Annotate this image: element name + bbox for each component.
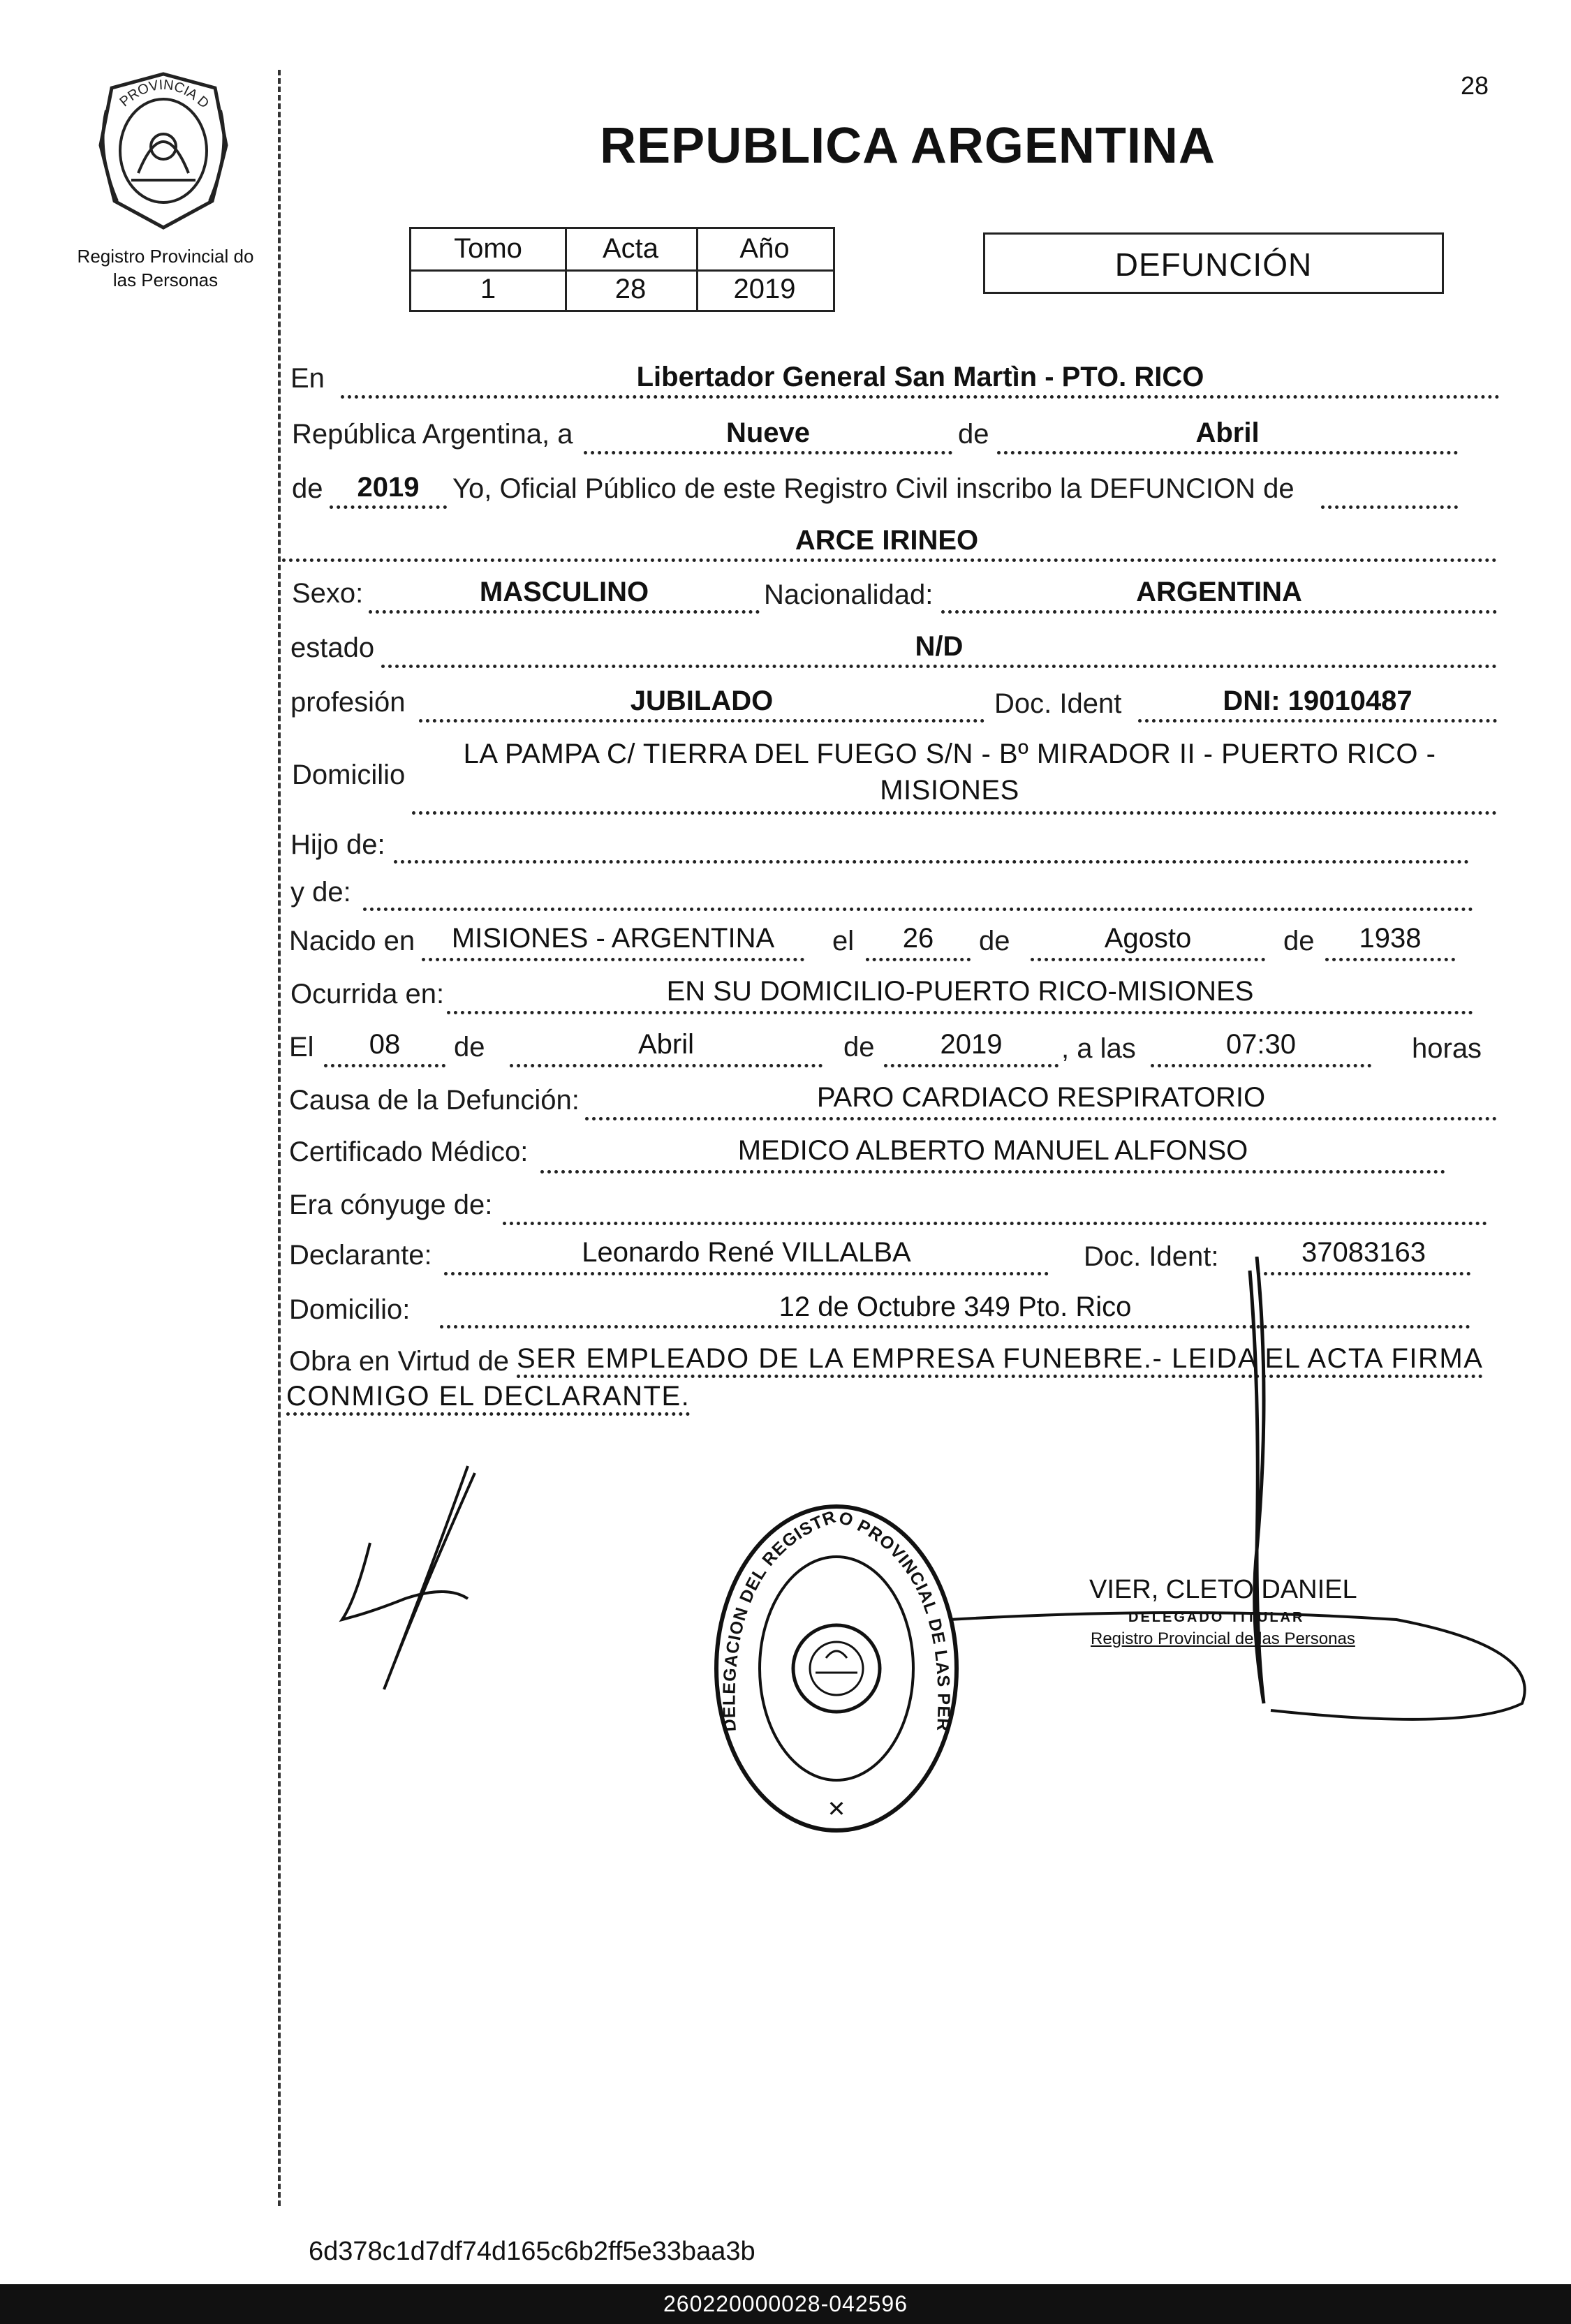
declarant-signature	[328, 1459, 489, 1710]
label-doc-ident: Doc. Ident	[994, 688, 1122, 719]
label-el: el	[832, 926, 855, 956]
label-certificado: Certificado Médico:	[289, 1137, 529, 1167]
field-birth-day: 26	[902, 923, 934, 954]
dotted-line	[381, 665, 1497, 668]
dotted-line	[282, 558, 1497, 562]
dotted-line	[1031, 958, 1265, 961]
dotted-line	[585, 1117, 1497, 1120]
field-sex: MASCULINO	[479, 577, 649, 607]
label-de-6: de	[843, 1032, 875, 1063]
page-title: REPUBLICA ARGENTINA	[600, 118, 1216, 174]
label-nacido-en: Nacido en	[289, 926, 415, 956]
dotted-line	[866, 958, 971, 961]
field-obra-line2: CONMIGO EL DECLARANTE.	[286, 1381, 690, 1416]
field-address-line2: MISIONES	[880, 775, 1019, 806]
label-a-las: , a las	[1061, 1033, 1136, 1064]
svg-text:✕: ✕	[827, 1796, 846, 1821]
label-el-cap: El	[289, 1032, 314, 1063]
field-cause: PARO CARDIACO RESPIRATORIO	[816, 1082, 1266, 1113]
field-deceased-name: ARCE IRINEO	[795, 525, 979, 556]
field-death-year: 2019	[940, 1029, 1003, 1060]
footer-bar	[0, 2284, 1571, 2324]
register-header-ano: Año	[739, 233, 790, 264]
dotted-line	[884, 1064, 1059, 1067]
dotted-line	[422, 958, 804, 961]
field-birth-month: Agosto	[1104, 923, 1192, 954]
field-death-day: 08	[369, 1029, 401, 1060]
dotted-line	[540, 1170, 1445, 1174]
dotted-line	[1151, 1064, 1371, 1067]
label-hijo-de: Hijo de:	[290, 829, 385, 860]
register-value-acta: 28	[614, 274, 647, 304]
register-value-ano: 2019	[733, 274, 796, 304]
page-number: 28	[1461, 71, 1489, 100]
label-y-de: y de:	[290, 877, 351, 908]
label-de-4: de	[1283, 926, 1315, 956]
field-profession: JUBILADO	[630, 686, 774, 716]
dotted-line	[412, 811, 1497, 815]
field-dni: DNI: 19010487	[1223, 686, 1413, 716]
dotted-line	[330, 505, 447, 509]
field-declarant-address: 12 de Octubre 349 Pto. Rico	[779, 1291, 1132, 1322]
org-name-line1: Registro Provincial do	[77, 246, 254, 267]
field-nationality: ARGENTINA	[1136, 577, 1302, 607]
label-en: En	[290, 363, 325, 394]
dotted-line	[997, 451, 1458, 454]
field-place: Libertador General San Martìn - PTO. RICO	[636, 362, 1204, 392]
field-month: Abril	[1195, 417, 1260, 448]
label-de-1: de	[958, 419, 989, 450]
label-sexo: Sexo:	[292, 578, 364, 609]
province-emblem	[89, 68, 237, 233]
emblem-lettering: PROVINCIA D	[117, 77, 212, 112]
stamp-lettering: DELEGACION DEL REGISTRO PROVINCIAL DE LAS PER	[719, 1507, 954, 1733]
field-death-time: 07:30	[1225, 1029, 1297, 1060]
register-value-tomo: 1	[480, 274, 496, 304]
label-de-2: de	[292, 473, 323, 504]
label-obra: Obra en Virtud de	[289, 1346, 510, 1377]
dotted-line	[941, 610, 1497, 614]
label-profesion: profesión	[290, 687, 406, 718]
register-header-tomo: Tomo	[454, 233, 522, 264]
dotted-line	[341, 395, 1500, 399]
label-yo: Yo, Oficial Público de este Registro Civil inscribo la DEFUNCION de	[452, 473, 1295, 504]
dotted-line	[324, 1064, 445, 1067]
label-estado: estado	[290, 632, 375, 663]
label-causa: Causa de la Defunción:	[289, 1085, 580, 1116]
signatory-title: DELEGADO TITULAR	[1128, 1610, 1305, 1625]
field-address-line1: LA PAMPA C/ TIERRA DEL FUEGO S/N - Bº MIRADOR II - PUERTO RICO -	[463, 739, 1436, 769]
register-table	[409, 227, 835, 312]
label-conyuge: Era cónyuge de:	[289, 1190, 493, 1220]
field-obra-line1: SER EMPLEADO DE LA EMPRESA FUNEBRE.- LEIDA EL ACTA FIRMA	[517, 1343, 1483, 1378]
dotted-line	[510, 1064, 823, 1067]
label-domicilio-2: Domicilio:	[289, 1294, 411, 1325]
field-birth-place: MISIONES - ARGENTINA	[451, 923, 775, 954]
document-type: DEFUNCIÓN	[1114, 246, 1313, 283]
signatory-org: Registro Provincial de las Personas	[1091, 1629, 1355, 1648]
field-birth-year: 1938	[1359, 923, 1422, 954]
dotted-line	[584, 451, 952, 454]
field-declarant-id: 37083163	[1301, 1237, 1426, 1268]
field-civil-status: N/D	[915, 631, 964, 662]
dotted-line	[447, 1011, 1473, 1014]
label-nacionalidad: Nacionalidad:	[764, 579, 934, 610]
margin-line	[278, 70, 281, 2206]
official-signature	[768, 1257, 1543, 1745]
field-death-place: EN SU DOMICILIO-PUERTO RICO-MISIONES	[666, 976, 1254, 1007]
label-de-3: de	[979, 926, 1010, 956]
org-name-line2: las Personas	[112, 269, 219, 290]
dotted-line	[1321, 505, 1458, 509]
label-horas: horas	[1412, 1033, 1482, 1064]
label-de-5: de	[454, 1032, 485, 1063]
barcode-id: 260220000028-042596	[663, 2291, 908, 2316]
document-type-box	[983, 232, 1444, 294]
label-domicilio: Domicilio	[292, 760, 406, 790]
register-header-acta: Acta	[602, 233, 659, 264]
dotted-line	[419, 719, 984, 723]
label-declarante: Declarante:	[289, 1240, 432, 1271]
dotted-line	[1138, 719, 1497, 723]
dotted-line	[394, 860, 1469, 864]
signatory-name: VIER, CLETO DANIEL	[1089, 1575, 1357, 1604]
field-medical-certificate: MEDICO ALBERTO MANUEL ALFONSO	[737, 1135, 1248, 1166]
label-doc-ident-2: Doc. Ident:	[1084, 1241, 1219, 1272]
label-republica: República Argentina, a	[292, 419, 573, 450]
document-hash: 6d378c1d7df74d165c6b2ff5e33baa3b	[309, 2237, 755, 2266]
dotted-line	[503, 1222, 1487, 1225]
field-death-month: Abril	[637, 1029, 695, 1060]
dotted-line	[363, 908, 1473, 911]
dotted-line	[369, 610, 760, 614]
field-declarant: Leonardo René VILLALBA	[582, 1237, 911, 1268]
field-day-words: Nueve	[725, 417, 811, 448]
dotted-line	[1325, 958, 1455, 961]
field-year: 2019	[357, 472, 420, 503]
label-ocurrida-en: Ocurrida en:	[290, 979, 445, 1009]
